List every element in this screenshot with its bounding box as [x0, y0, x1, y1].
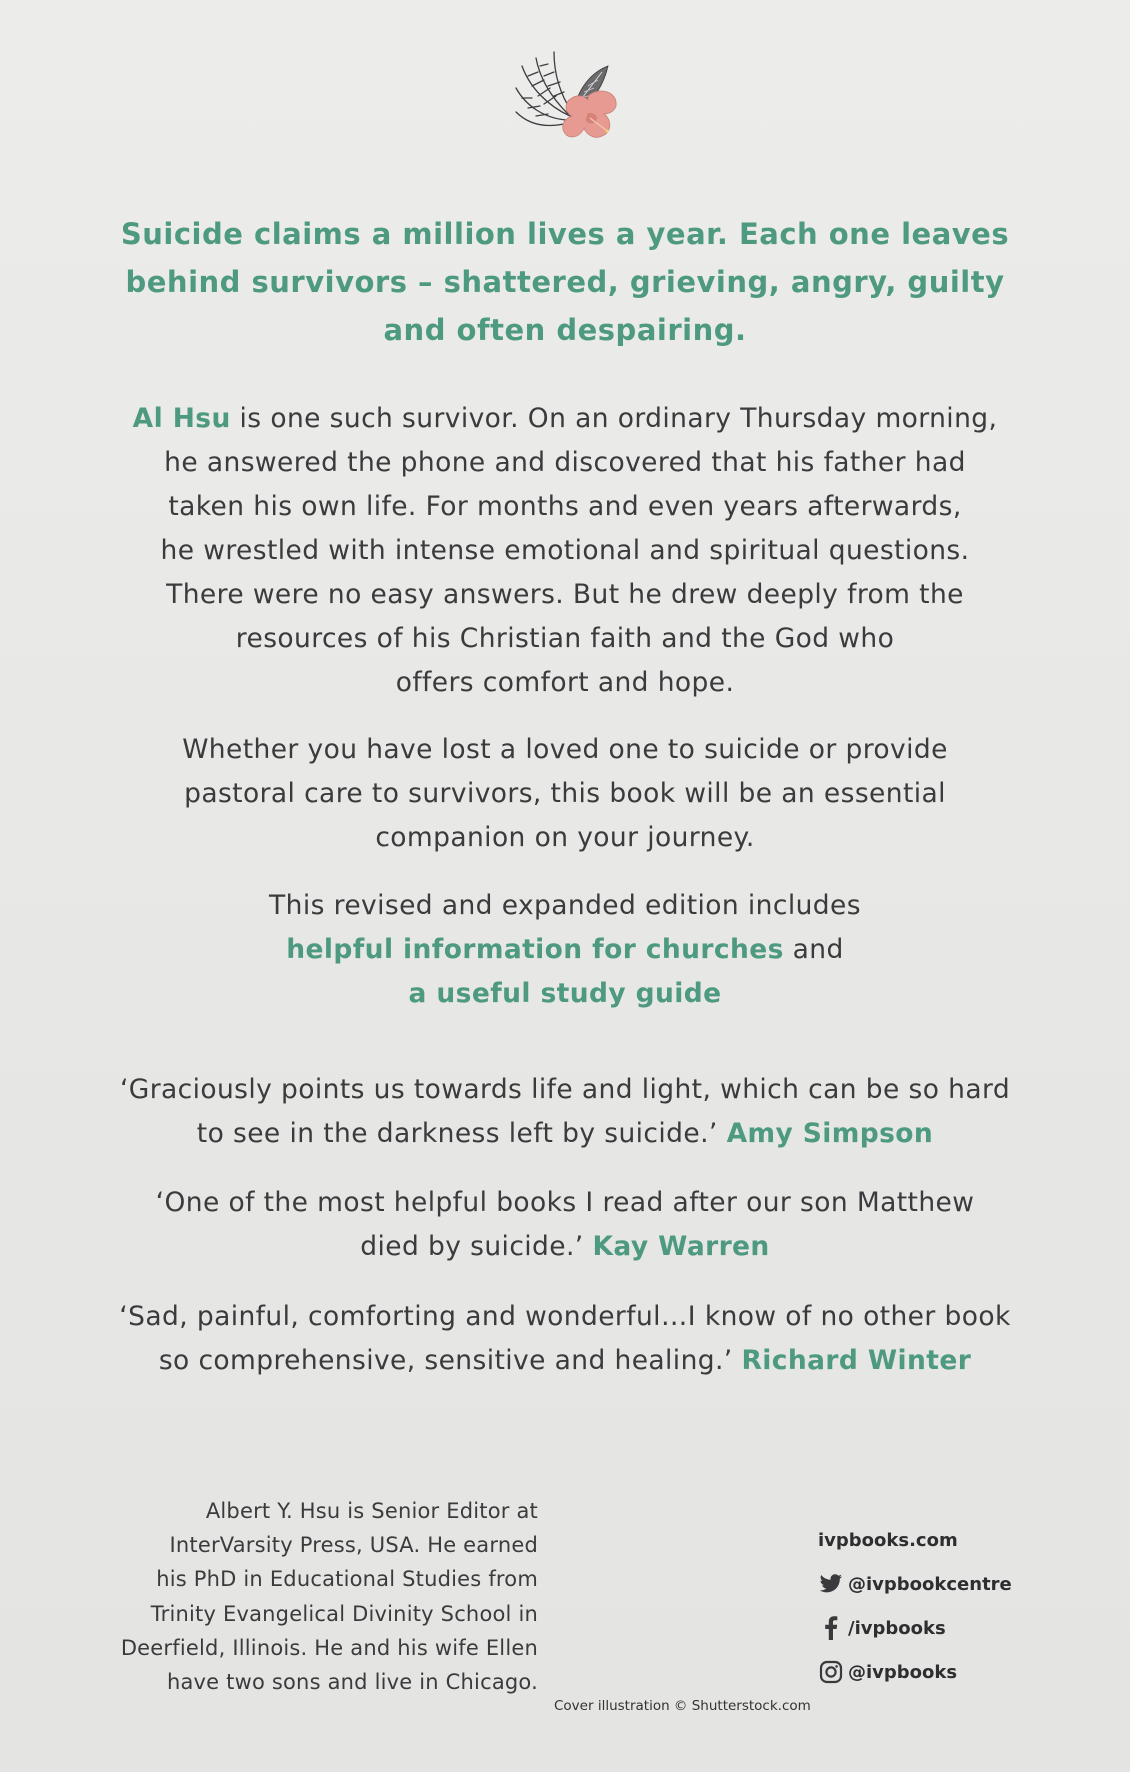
floral-ornament-icon: [508, 36, 636, 164]
intro-line: taken his own life. For months and even years afterwards,: [168, 491, 962, 522]
quote-author: Amy Simpson: [726, 1118, 934, 1149]
author-name: Al Hsu: [132, 403, 231, 434]
audience-line: Whether you have lost a loved one to suicide or provide: [182, 734, 948, 765]
headline: [80, 210, 1050, 354]
audience-line: companion on your journey.: [375, 822, 755, 853]
intro-line: he answered the phone and discovered that his father had: [164, 447, 966, 478]
audience-paragraph: [60, 728, 1070, 860]
headline-line: and often despairing.: [383, 313, 747, 347]
quote-author: Kay Warren: [592, 1231, 770, 1262]
bio-line: Trinity Evangelical Divinity School in: [150, 1601, 538, 1626]
quote-line: ‘Sad, painful, comforting and wonderful…I know of no other book: [119, 1301, 1011, 1332]
publisher-links: [818, 1518, 1018, 1694]
quote-line: so comprehensive, sensitive and healing.’ Richard Winter: [158, 1345, 972, 1376]
edition-line: This revised and expanded edition includes: [269, 890, 861, 921]
instagram-link[interactable]: [818, 1650, 1018, 1694]
endorsement-quote: [60, 1068, 1070, 1156]
twitter-handle: @ivpbookcentre: [848, 1573, 1012, 1595]
intro-line: offers comfort and hope.: [395, 667, 735, 698]
headline-line: Suicide claims a million lives a year. Each one leaves: [120, 217, 1010, 251]
quote-author: Richard Winter: [741, 1345, 972, 1376]
intro-line: Al Hsu is one such survivor. On an ordinary Thursday morning,: [132, 403, 998, 434]
website-link[interactable]: [818, 1518, 1018, 1562]
intro-line: resources of his Christian faith and the God who: [235, 623, 895, 654]
website-label: ivpbooks.com: [818, 1529, 958, 1551]
bio-line: Deerfield, Illinois. He and his wife Ellen: [120, 1635, 538, 1660]
facebook-link[interactable]: [818, 1606, 1018, 1650]
author-bio: [100, 1494, 538, 1699]
intro-paragraph: [60, 397, 1070, 705]
quote-line: ‘One of the most helpful books I read after our son Matthew: [155, 1187, 975, 1218]
bio-line: have two sons and live in Chicago.: [166, 1670, 538, 1695]
quote-line: died by suicide.’ Kay Warren: [360, 1231, 770, 1262]
bio-line: Albert Y. Hsu is Senior Editor at: [205, 1499, 538, 1523]
edition-line: helpful information for churches and: [286, 934, 844, 965]
endorsement-quote: [60, 1181, 1070, 1269]
intro-line: he wrestled with intense emotional and spiritual questions.: [160, 535, 970, 566]
instagram-handle: @ivpbooks: [848, 1661, 958, 1683]
intro-line: There were no easy answers. But he drew deeply from the: [166, 579, 964, 610]
instagram-icon: [818, 1659, 844, 1685]
audience-line: pastoral care to survivors, this book will be an essential: [184, 778, 946, 809]
edition-highlight: a useful study guide: [408, 978, 722, 1009]
twitter-icon: [818, 1571, 844, 1597]
facebook-handle: /ivpbooks: [848, 1617, 946, 1639]
edition-highlight: helpful information for churches: [286, 934, 784, 965]
bio-line: InterVarsity Press, USA. He earned: [169, 1533, 538, 1558]
quote-line: to see in the darkness left by suicide.’ Amy Simpson: [196, 1118, 934, 1149]
headline-line: behind survivors – shattered, grieving, angry, guilty: [125, 265, 1005, 299]
endorsement-quote: [60, 1295, 1070, 1383]
twitter-link[interactable]: [818, 1562, 1018, 1606]
bio-line: his PhD in Educational Studies from: [156, 1567, 538, 1592]
edition-paragraph: [60, 884, 1070, 1016]
quote-line: ‘Graciously points us towards life and light, which can be so hard: [119, 1074, 1011, 1105]
cover-credit: Cover illustration © Shutterstock.com: [554, 1698, 811, 1714]
facebook-icon: [818, 1615, 844, 1641]
